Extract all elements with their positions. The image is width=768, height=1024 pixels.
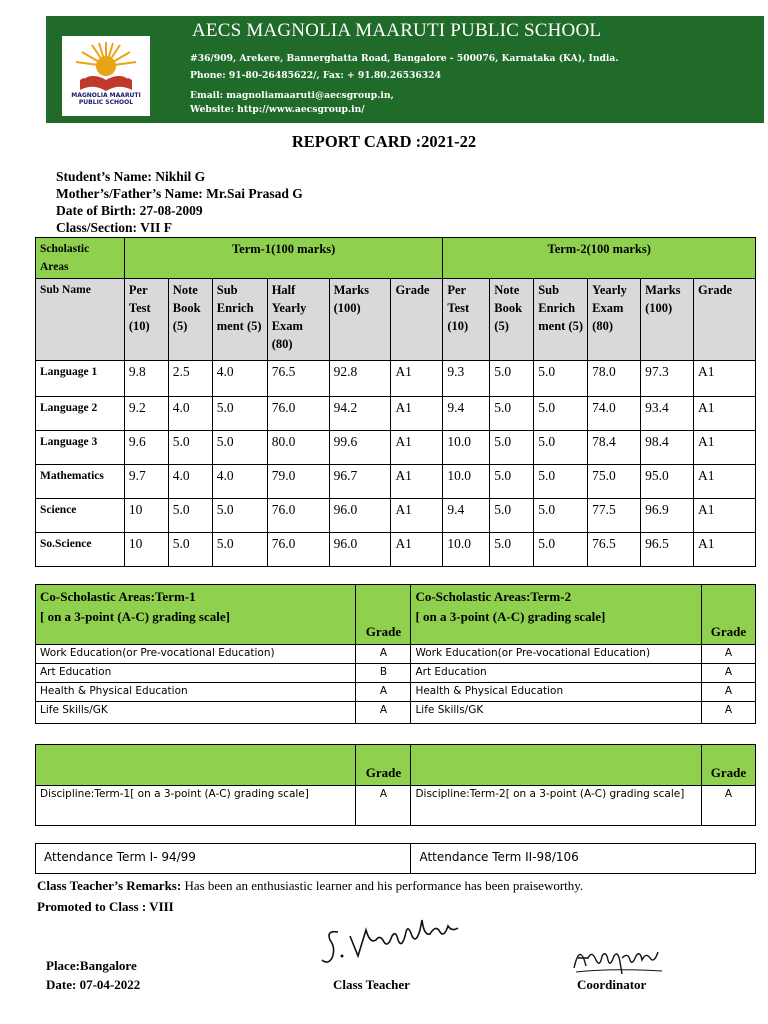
t1-mark-cell: 92.8 <box>329 361 391 397</box>
t2-mark-cell: 5.0 <box>534 499 588 533</box>
table-row <box>36 683 756 702</box>
term1-header: Term-1(100 marks) <box>124 238 442 279</box>
table-row <box>36 533 756 567</box>
marks-table <box>35 237 756 567</box>
co-area-term1: Health & Physical Education <box>36 683 356 702</box>
school-phone: Phone: 91-80-26485622/, Fax: + 91.80.26536324 <box>190 70 441 81</box>
subject-name: Science <box>36 499 125 533</box>
discipline-grade-header-1: Grade <box>356 745 411 786</box>
attendance-term2: Attendance Term II-98/106 <box>411 844 756 874</box>
t1-col-header: Marks (100) <box>329 279 391 361</box>
school-name: AECS MAGNOLIA MAARUTI PUBLIC SCHOOL <box>192 20 602 41</box>
t2-mark-cell: 10.0 <box>443 533 490 567</box>
t1-mark-cell: 79.0 <box>267 465 329 499</box>
t2-mark-cell: 5.0 <box>534 431 588 465</box>
promoted-class: Promoted to Class : VIII <box>37 899 174 914</box>
t1-mark-cell: 9.2 <box>124 397 168 431</box>
co-term1-title: Co-Scholastic Areas:Term-1 <box>40 589 196 604</box>
t2-col-header: Per Test (10) <box>443 279 490 361</box>
t1-col-header: Per Test (10) <box>124 279 168 361</box>
co-scholastic-table <box>35 584 756 724</box>
t1-mark-cell: 9.7 <box>124 465 168 499</box>
t1-mark-cell: 76.0 <box>267 397 329 431</box>
t1-mark-cell: 80.0 <box>267 431 329 465</box>
remarks-label: Class Teacher’s Remarks: <box>37 878 182 893</box>
t2-mark-cell: 96.9 <box>641 499 694 533</box>
co-term1-header <box>36 585 356 645</box>
school-website: Website: http://www.aecsgroup.in/ <box>190 104 365 115</box>
discipline-grade-header-2: Grade <box>702 745 756 786</box>
sub-name-header: Sub Name <box>36 279 125 361</box>
co-term2-title: Co-Scholastic Areas:Term-2 <box>415 589 572 604</box>
date-of-birth: Date of Birth: 27-08-2009 <box>56 203 203 218</box>
t1-mark-cell: 5.0 <box>168 533 212 567</box>
t2-mark-cell: 77.5 <box>588 499 641 533</box>
t1-mark-cell: 5.0 <box>212 431 267 465</box>
t2-mark-cell: A1 <box>694 499 756 533</box>
t2-mark-cell: 5.0 <box>534 533 588 567</box>
t1-mark-cell: 2.5 <box>168 361 212 397</box>
co-area-term2: Life Skills/GK <box>411 702 702 724</box>
t2-mark-cell: 97.3 <box>641 361 694 397</box>
t2-mark-cell: A1 <box>694 431 756 465</box>
t2-mark-cell: 96.5 <box>641 533 694 567</box>
t2-mark-cell: 76.5 <box>588 533 641 567</box>
t1-mark-cell: 10 <box>124 533 168 567</box>
t1-mark-cell: 5.0 <box>212 533 267 567</box>
t2-mark-cell: 5.0 <box>490 397 534 431</box>
place: Place:Bangalore <box>46 958 137 973</box>
term2-header: Term-2(100 marks) <box>443 238 756 279</box>
t2-col-header: Note Book (5) <box>490 279 534 361</box>
t1-mark-cell: A1 <box>391 361 443 397</box>
co-area-term1: Life Skills/GK <box>36 702 356 724</box>
co-grade-term2: A <box>702 645 756 664</box>
co-grade-term1: A <box>356 702 411 724</box>
t2-mark-cell: 9.4 <box>443 397 490 431</box>
discipline-table <box>35 744 756 826</box>
t1-mark-cell: 5.0 <box>168 431 212 465</box>
t2-col-header: Grade <box>694 279 756 361</box>
t1-mark-cell: A1 <box>391 499 443 533</box>
scholastic-areas-header: Scholastic Areas <box>36 238 125 279</box>
t2-mark-cell: 78.0 <box>588 361 641 397</box>
t1-col-header: Note Book (5) <box>168 279 212 361</box>
t1-mark-cell: 4.0 <box>212 465 267 499</box>
t1-mark-cell: 4.0 <box>168 465 212 499</box>
coordinator-label: Coordinator <box>577 977 647 992</box>
t2-mark-cell: 74.0 <box>588 397 641 431</box>
t2-mark-cell: A1 <box>694 465 756 499</box>
t2-mark-cell: 93.4 <box>641 397 694 431</box>
table-row <box>36 431 756 465</box>
co-term2-header <box>411 585 702 645</box>
t2-mark-cell: 95.0 <box>641 465 694 499</box>
t1-col-header: Sub Enrich ment (5) <box>212 279 267 361</box>
co-area-term1: Work Education(or Pre-vocational Education) <box>36 645 356 664</box>
discipline-term2-header <box>411 745 702 786</box>
report-title: REPORT CARD :2021-22 <box>291 132 477 151</box>
t1-mark-cell: 96.7 <box>329 465 391 499</box>
t2-mark-cell: 10.0 <box>443 465 490 499</box>
school-address: #36/909, Arekere, Bannerghatta Road, Bangalore - 500076, Karnataka (KA), India. <box>190 53 619 64</box>
t2-mark-cell: 5.0 <box>490 465 534 499</box>
t2-col-header: Marks (100) <box>641 279 694 361</box>
t2-mark-cell: 75.0 <box>588 465 641 499</box>
date: Date: 07-04-2022 <box>46 977 141 992</box>
t1-mark-cell: A1 <box>391 533 443 567</box>
co-grade-term1: A <box>356 645 411 664</box>
t2-mark-cell: 5.0 <box>490 431 534 465</box>
co-grade-term1: B <box>356 664 411 683</box>
t2-mark-cell: 78.4 <box>588 431 641 465</box>
t1-mark-cell: 4.0 <box>212 361 267 397</box>
attendance-term1: Attendance Term I- 94/99 <box>36 844 411 874</box>
co-area-term1: Art Education <box>36 664 356 683</box>
subject-name: Mathematics <box>36 465 125 499</box>
discipline-term1-header <box>36 745 356 786</box>
t2-mark-cell: 5.0 <box>534 397 588 431</box>
t1-mark-cell: 99.6 <box>329 431 391 465</box>
remarks <box>37 878 583 894</box>
subject-name: So.Science <box>36 533 125 567</box>
t2-mark-cell: 5.0 <box>490 533 534 567</box>
co-grade-term2: A <box>702 683 756 702</box>
t1-col-header: Grade <box>391 279 443 361</box>
t2-mark-cell: A1 <box>694 533 756 567</box>
attendance-table <box>35 843 756 874</box>
t1-mark-cell: 9.6 <box>124 431 168 465</box>
discipline-term1-grade: A <box>356 786 411 826</box>
t1-mark-cell: 5.0 <box>168 499 212 533</box>
t1-mark-cell: 96.0 <box>329 499 391 533</box>
t2-mark-cell: 5.0 <box>534 465 588 499</box>
subject-name: Language 2 <box>36 397 125 431</box>
t1-mark-cell: 76.5 <box>267 361 329 397</box>
t2-mark-cell: A1 <box>694 361 756 397</box>
t1-mark-cell: 10 <box>124 499 168 533</box>
t1-col-header: Half Yearly Exam (80) <box>267 279 329 361</box>
student-name: Student’s Name: Nikhil G <box>56 169 206 184</box>
co-term2-grade-header: Grade <box>702 585 756 645</box>
t1-mark-cell: 5.0 <box>212 397 267 431</box>
t2-mark-cell: 5.0 <box>534 361 588 397</box>
table-row <box>36 499 756 533</box>
co-term1-scale: [ on a 3-point (A-C) grading scale] <box>40 609 230 624</box>
co-area-term2: Art Education <box>411 664 702 683</box>
logo-text-line1: MAGNOLIA MAARUTI <box>71 92 141 99</box>
t1-mark-cell: 76.0 <box>267 533 329 567</box>
t1-mark-cell: A1 <box>391 397 443 431</box>
t2-col-header: Yearly Exam (80) <box>588 279 641 361</box>
t2-mark-cell: 5.0 <box>490 361 534 397</box>
t1-mark-cell: A1 <box>391 431 443 465</box>
co-term1-grade-header: Grade <box>356 585 411 645</box>
table-row <box>36 397 756 431</box>
t1-mark-cell: 76.0 <box>267 499 329 533</box>
logo-text-line2: PUBLIC SCHOOL <box>78 99 134 106</box>
table-row <box>36 465 756 499</box>
t2-mark-cell: 98.4 <box>641 431 694 465</box>
t2-mark-cell: 9.4 <box>443 499 490 533</box>
t1-mark-cell: 9.8 <box>124 361 168 397</box>
remarks-text: Has been an enthusiastic learner and his performance has been praiseworthy. <box>184 878 584 893</box>
school-email: Email: magnoliamaaruti@aecsgroup.in, <box>190 90 394 101</box>
co-grade-term1: A <box>356 683 411 702</box>
t2-mark-cell: 9.3 <box>443 361 490 397</box>
subject-name: Language 3 <box>36 431 125 465</box>
t2-mark-cell: 10.0 <box>443 431 490 465</box>
table-row <box>36 664 756 683</box>
t2-mark-cell: A1 <box>694 397 756 431</box>
discipline-term1: Discipline:Term-1[ on a 3-point (A-C) grading scale] <box>36 786 356 826</box>
table-row <box>36 702 756 724</box>
co-grade-term2: A <box>702 702 756 724</box>
co-area-term2: Health & Physical Education <box>411 683 702 702</box>
t2-mark-cell: 5.0 <box>490 499 534 533</box>
school-header <box>46 16 764 123</box>
table-row <box>36 645 756 664</box>
co-term2-scale: [ on a 3-point (A-C) grading scale] <box>415 609 606 624</box>
t1-mark-cell: 4.0 <box>168 397 212 431</box>
co-grade-term2: A <box>702 664 756 683</box>
discipline-term2: Discipline:Term-2[ on a 3-point (A-C) grading scale] <box>411 786 702 826</box>
class-teacher-label: Class Teacher <box>333 977 410 992</box>
t1-mark-cell: A1 <box>391 465 443 499</box>
coordinator-signature-icon <box>570 938 670 978</box>
t1-mark-cell: 94.2 <box>329 397 391 431</box>
co-area-term2: Work Education(or Pre-vocational Education) <box>411 645 702 664</box>
school-logo <box>62 36 150 116</box>
parent-name: Mother’s/Father’s Name: Mr.Sai Prasad G <box>56 186 303 201</box>
t1-mark-cell: 96.0 <box>329 533 391 567</box>
t1-mark-cell: 5.0 <box>212 499 267 533</box>
subject-name: Language 1 <box>36 361 125 397</box>
table-row <box>36 361 756 397</box>
class-section: Class/Section: VII F <box>56 220 173 235</box>
discipline-term2-grade: A <box>702 786 756 826</box>
t2-col-header: Sub Enrich ment (5) <box>534 279 588 361</box>
class-teacher-signature-icon <box>318 910 468 972</box>
